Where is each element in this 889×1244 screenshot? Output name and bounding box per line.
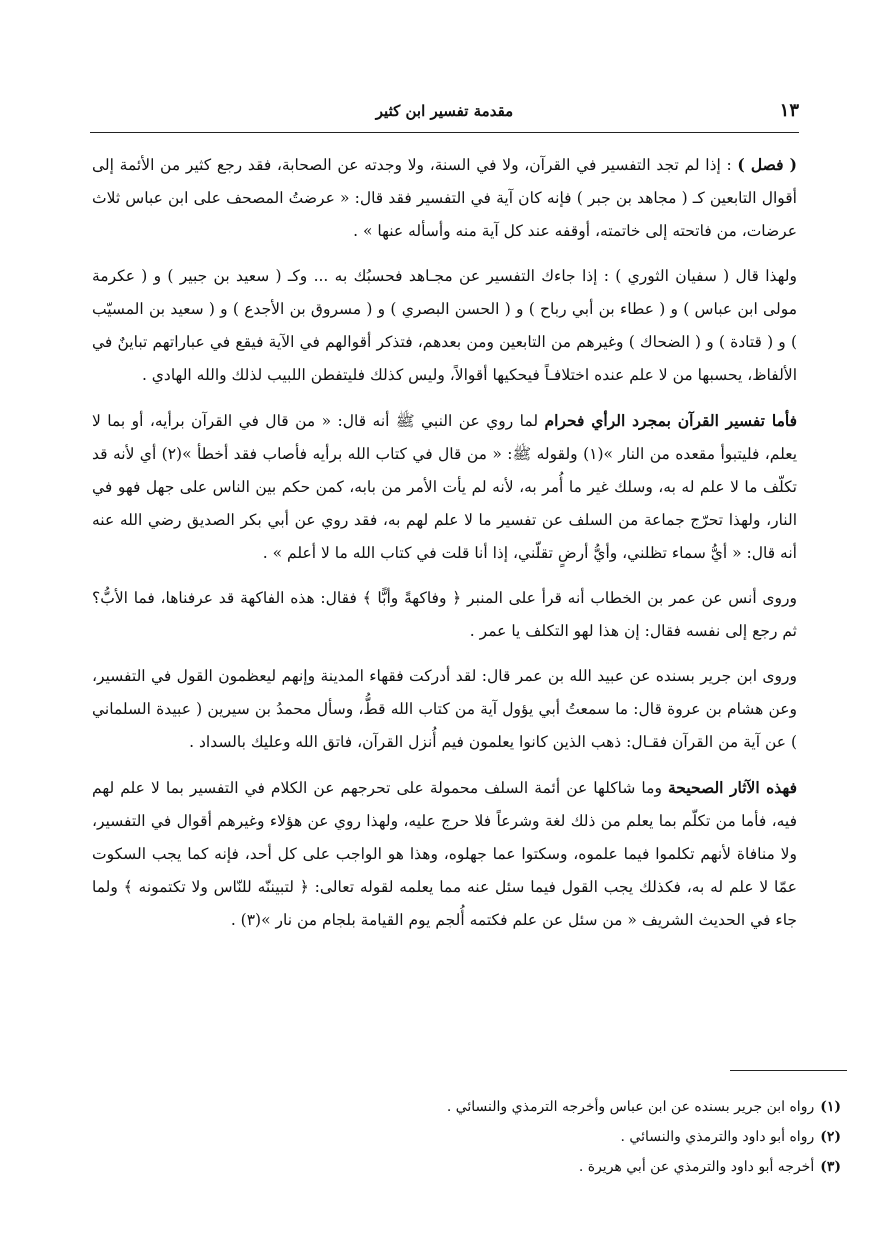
paragraph-lead: ( فصل ) — [737, 155, 797, 174]
paragraph-text: ولهذا قال ( سفيان الثوري ) : إذا جاءك التفسير عن مجـاهد فحسبُك به ... وكـ ( سعيد بن جبير ) و ( عكرمة مولى ابن عباس ) و ( عطاء بن أبي رباح ) و ( الحسن البصري ) و ( مسروق بن الأجدع ) و ( سعيد بن المسيّب ) و ( قتادة ) و ( الضحاك ) وغيرهم من التابعين ومن بعدهم، فتذكر أقوالهم في الآية فيقع في عباراتهم تباينٌ في الألفاظ، يحسبها من لا علم عنده اختلافـاً فيحكيها أقوالاً، وليس كذلك فليتفطن اللبيب لذلك والله الهادي . — [92, 267, 797, 384]
paragraph-lead: فأما تفسير القرآن بمجرد الرأي فحرام — [544, 411, 798, 430]
footnote — [92, 1152, 841, 1182]
page-number: ١٣ — [779, 100, 799, 121]
footnotes — [92, 1092, 841, 1182]
page-header — [90, 96, 799, 130]
running-title: مقدمة تفسير ابن كثير — [375, 102, 514, 120]
footnote-number: (٢) — [820, 1129, 841, 1145]
footnote-text: أخرجه أبو داود والترمذي عن أبي هريرة . — [578, 1159, 815, 1175]
paragraph-fasl — [92, 148, 797, 248]
footnote — [92, 1122, 841, 1152]
paragraph-text: وروى أنس عن عمر بن الخطاب أنه قرأ على المنبر ﴿ وفاكهةً وأبًّا ﴾ فقال: هذه الفاكهة قد عرفناها، فما الأبُّ؟ ثم رجع إلى نفسه فقال: إن هذا لهو التكلف يا عمر . — [92, 589, 797, 640]
paragraph-lead: فهذه الآثار الصحيحة — [668, 778, 797, 797]
paragraph-ray — [92, 404, 797, 570]
paragraph-athar — [92, 771, 797, 937]
footnote-text: رواه ابن جرير بسنده عن ابن عباس وأخرجه الترمذي والنسائي . — [446, 1099, 815, 1115]
footnote-number: (١) — [820, 1099, 841, 1115]
footnote-rule — [730, 1070, 847, 1071]
main-text — [92, 148, 797, 949]
paragraph-text: وروى ابن جرير بسنده عن عبيد الله بن عمر قال: لقد أدركت فقهاء المدينة وإنهم ليعظمون القول في التفسير، وعن هشام بن عروة قال: ما سمعتُ أبي يؤول آية من كتاب الله قطُّ، وسأل محمدُ بن سيرين ( عبيدة السلماني ) عن آية من القرآن فقـال: ذهب الذين كانوا يعلمون فيم أُنزل القرآن، فاتق الله وعليك بالسداد . — [92, 667, 797, 751]
paragraph-text: وما شاكلها عن أئمة السلف محمولة على تحرجهم عن الكلام في التفسير بما لا علم لهم فيه، فأما من تكلّم بما يعلم من ذلك لغة وشرعاً فلا حرج عليه، ولهذا روي عن هؤلاء وغيرهم أقوال في التفسير، ولا منافاة لأنهم تكلموا فيما علموه، وسكتوا عما جهلوه، وهذا هو الواجب على كل أحد، فإنه كما يجب السكوت عمّا لا علم له به، فكذلك يجب القول فيما سئل عنه مما يعلمه لقوله تعالى: ﴿ لتبيننّه للنّاس ولا تكتمونه ﴾ ولما جاء في الحديث الشريف « من سئل عن علم فكتمه أُلجم يوم القيامة بلجام من نار »(٣) . — [92, 779, 797, 929]
paragraph-text: : إذا لم تجد التفسير في القرآن، ولا في السنة، ولا وجدته عن الصحابة، فقد رجع كثير من الأئمة إلى أقوال التابعين كـ ( مجاهد بن جبر ) فإنه كان آية في التفسير فقد قال: « عرضتُ المصحف على ابن عباس ثلاث عرضات، من فاتحته إلى خاتمته، أوقفه عند كل آية منه وأسأله عنها » . — [92, 156, 797, 240]
footnote-text: رواه أبو داود والترمذي والنسائي . — [620, 1129, 815, 1145]
footnote — [92, 1092, 841, 1122]
paragraph-text: لما روي عن النبي ﷺ أنه قال: « من قال في القرآن برأيه، أو بما لا يعلم، فليتبوأ مقعده من النار »(١) ولقوله ﷺ: « من قال في كتاب الله برأيه فأصاب فقد أخطأ »(٢) أي لأنه قد تكلّف ما لا علم له به، وسلك غير ما أُمر به، لأنه لم يأت الأمر من بابه، كمن حكم بين الناس على جهل فهو في النار، ولهذا تحرّج جماعة من السلف عن تفسير ما لا علم لهم به، فقد روي عن أبي بكر الصديق رضي الله عنه أنه قال: « أيُّ سماء تظلني، وأيُّ أرضٍ تقلّني، إذا أنا قلت في كتاب الله ما لا أعلم » . — [92, 412, 798, 562]
footnote-number: (٣) — [820, 1159, 841, 1175]
paragraph-ibn-jarir — [92, 660, 797, 759]
paragraph-thawri — [92, 260, 797, 392]
header-rule — [90, 132, 799, 133]
paragraph-umar — [92, 582, 797, 648]
